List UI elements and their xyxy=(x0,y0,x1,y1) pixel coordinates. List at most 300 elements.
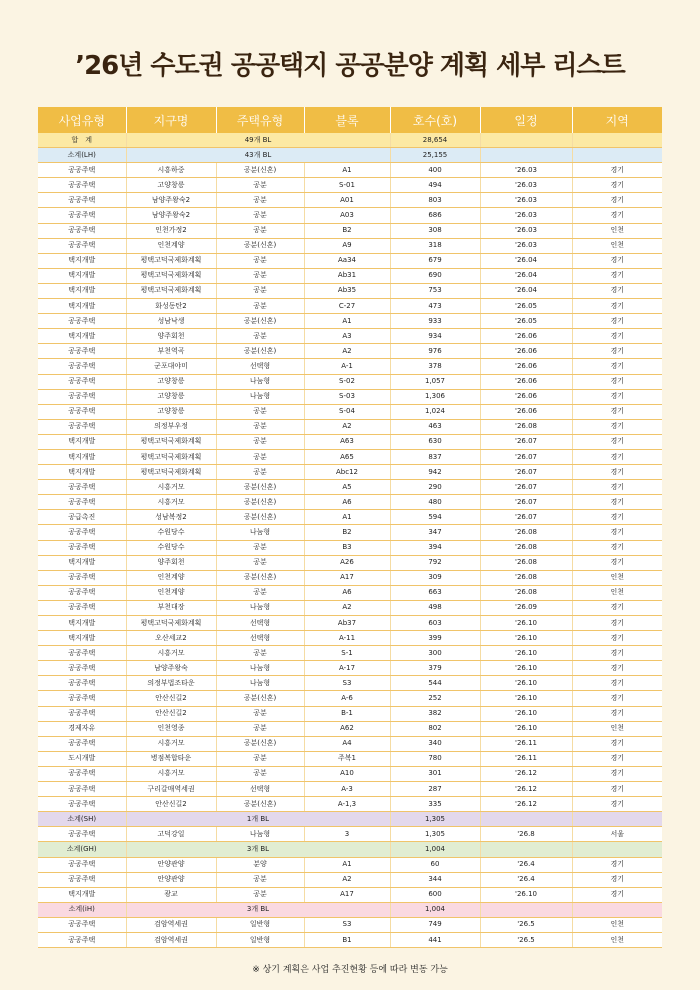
cell-business-type: 택지개발 xyxy=(38,616,126,631)
cell-district: 안양관양 xyxy=(126,857,216,872)
cell-district: 안산신길2 xyxy=(126,706,216,721)
cell-schedule: '26.5 xyxy=(480,932,572,947)
table-row xyxy=(38,208,662,223)
cell-schedule: '26.03 xyxy=(480,178,572,193)
cell-units: 1,024 xyxy=(390,404,480,419)
cell-business-type: 공공주택 xyxy=(38,495,126,510)
cell-units: 594 xyxy=(390,510,480,525)
cell-units: 252 xyxy=(390,691,480,706)
cell-units: 1,305 xyxy=(390,827,480,842)
table-row xyxy=(38,268,662,283)
summary-empty xyxy=(572,148,662,163)
cell-units: 780 xyxy=(390,751,480,766)
cell-block: S-01 xyxy=(304,178,390,193)
table-row xyxy=(38,253,662,268)
cell-housing-type: 분양 xyxy=(216,857,304,872)
summary-row-gh xyxy=(38,842,662,857)
cell-schedule: '26.08 xyxy=(480,555,572,570)
cell-units: 378 xyxy=(390,359,480,374)
cell-block: A01 xyxy=(304,193,390,208)
cell-schedule: '26.4 xyxy=(480,872,572,887)
cell-region: 경기 xyxy=(572,419,662,434)
cell-business-type: 택지개발 xyxy=(38,299,126,314)
cell-units: 686 xyxy=(390,208,480,223)
cell-district: 고양창릉 xyxy=(126,389,216,404)
table-row xyxy=(38,555,662,570)
summary-empty xyxy=(572,842,662,857)
summary-units: 1,004 xyxy=(390,842,480,857)
cell-district: 평택고덕국제화계획 xyxy=(126,268,216,283)
cell-business-type: 공공주택 xyxy=(38,917,126,932)
cell-housing-type: 공분(신혼) xyxy=(216,510,304,525)
cell-region: 경기 xyxy=(572,314,662,329)
cell-region: 경기 xyxy=(572,404,662,419)
cell-block: 주복1 xyxy=(304,751,390,766)
cell-region: 경기 xyxy=(572,631,662,646)
cell-units: 473 xyxy=(390,299,480,314)
cell-region: 경기 xyxy=(572,525,662,540)
cell-schedule: '26.03 xyxy=(480,238,572,253)
cell-block: A-11 xyxy=(304,631,390,646)
header-schedule: 일정 xyxy=(480,107,572,133)
cell-business-type: 택지개발 xyxy=(38,253,126,268)
table-row xyxy=(38,404,662,419)
cell-units: 933 xyxy=(390,314,480,329)
cell-housing-type: 공분 xyxy=(216,646,304,661)
cell-region: 경기 xyxy=(572,540,662,555)
cell-region: 인천 xyxy=(572,917,662,932)
cell-block: A-3 xyxy=(304,782,390,797)
cell-business-type: 공공주택 xyxy=(38,404,126,419)
cell-block: B1 xyxy=(304,932,390,947)
cell-block: C-27 xyxy=(304,299,390,314)
cell-housing-type: 나눔형 xyxy=(216,827,304,842)
cell-housing-type: 공분 xyxy=(216,706,304,721)
cell-schedule: '26.04 xyxy=(480,283,572,298)
cell-block: A1 xyxy=(304,510,390,525)
cell-business-type: 공공주택 xyxy=(38,525,126,540)
cell-units: 630 xyxy=(390,434,480,449)
table-row xyxy=(38,163,662,178)
summary-empty xyxy=(572,133,662,148)
table-row xyxy=(38,706,662,721)
cell-schedule: '26.11 xyxy=(480,751,572,766)
cell-business-type: 택지개발 xyxy=(38,283,126,298)
cell-schedule: '26.07 xyxy=(480,465,572,480)
table-row xyxy=(38,691,662,706)
summary-blocks: 3개 BL xyxy=(126,842,390,857)
cell-schedule: '26.03 xyxy=(480,223,572,238)
summary-blocks: 43개 BL xyxy=(126,148,390,163)
cell-business-type: 공공주택 xyxy=(38,661,126,676)
cell-region: 경기 xyxy=(572,268,662,283)
header-units: 호수(호) xyxy=(390,107,480,133)
summary-empty xyxy=(480,842,572,857)
cell-schedule: '26.05 xyxy=(480,299,572,314)
cell-block: S-02 xyxy=(304,374,390,389)
table-row xyxy=(38,223,662,238)
cell-business-type: 공공주택 xyxy=(38,766,126,781)
cell-block: A9 xyxy=(304,238,390,253)
cell-block: A-1,3 xyxy=(304,797,390,812)
cell-schedule: '26.07 xyxy=(480,480,572,495)
cell-housing-type: 공분 xyxy=(216,419,304,434)
cell-district: 시흥거모 xyxy=(126,736,216,751)
cell-block: A6 xyxy=(304,495,390,510)
cell-district: 인천계양 xyxy=(126,570,216,585)
cell-schedule: '26.06 xyxy=(480,329,572,344)
cell-housing-type: 공분 xyxy=(216,887,304,902)
table-row xyxy=(38,585,662,600)
cell-business-type: 택지개발 xyxy=(38,555,126,570)
table-row xyxy=(38,782,662,797)
cell-housing-type: 공분 xyxy=(216,178,304,193)
table-row xyxy=(38,238,662,253)
cell-housing-type: 나눔형 xyxy=(216,676,304,691)
cell-business-type: 택지개발 xyxy=(38,434,126,449)
cell-region: 경기 xyxy=(572,600,662,615)
cell-business-type: 공공주택 xyxy=(38,857,126,872)
cell-block: A3 xyxy=(304,329,390,344)
cell-district: 고양창릉 xyxy=(126,178,216,193)
header-district: 지구명 xyxy=(126,107,216,133)
cell-housing-type: 공분 xyxy=(216,223,304,238)
cell-region: 경기 xyxy=(572,691,662,706)
cell-housing-type: 선택형 xyxy=(216,616,304,631)
cell-housing-type: 나눔형 xyxy=(216,374,304,389)
cell-housing-type: 일반형 xyxy=(216,932,304,947)
cell-district: 오산세교2 xyxy=(126,631,216,646)
table-row xyxy=(38,827,662,842)
summary-blocks: 3개 BL xyxy=(126,902,390,917)
cell-schedule: '26.10 xyxy=(480,661,572,676)
cell-district: 시흥하중 xyxy=(126,163,216,178)
cell-schedule: '26.05 xyxy=(480,314,572,329)
cell-block: B2 xyxy=(304,223,390,238)
cell-housing-type: 공분 xyxy=(216,193,304,208)
cell-district: 시흥거모 xyxy=(126,480,216,495)
cell-schedule: '26.08 xyxy=(480,419,572,434)
cell-region: 인천 xyxy=(572,932,662,947)
cell-units: 690 xyxy=(390,268,480,283)
cell-schedule: '26.8 xyxy=(480,827,572,842)
cell-units: 400 xyxy=(390,163,480,178)
cell-schedule: '26.10 xyxy=(480,706,572,721)
cell-schedule: '26.10 xyxy=(480,887,572,902)
cell-schedule: '26.09 xyxy=(480,600,572,615)
cell-housing-type: 공분 xyxy=(216,404,304,419)
cell-housing-type: 공분 xyxy=(216,283,304,298)
cell-units: 301 xyxy=(390,766,480,781)
cell-housing-type: 공분 xyxy=(216,268,304,283)
cell-region: 경기 xyxy=(572,706,662,721)
cell-units: 300 xyxy=(390,646,480,661)
header-region: 지역 xyxy=(572,107,662,133)
table-row xyxy=(38,917,662,932)
cell-district: 남양주왕숙2 xyxy=(126,193,216,208)
summary-units: 1,004 xyxy=(390,902,480,917)
table-header-row xyxy=(38,107,662,133)
cell-block: A65 xyxy=(304,449,390,464)
cell-block: A26 xyxy=(304,555,390,570)
cell-district: 수원당수 xyxy=(126,525,216,540)
page-title: ’26년 수도권 공공택지 공공분양 계획 세부 리스트 xyxy=(75,51,625,81)
cell-block: A62 xyxy=(304,721,390,736)
cell-district: 수원당수 xyxy=(126,540,216,555)
cell-housing-type: 공분(신혼) xyxy=(216,163,304,178)
cell-district: 인천계양 xyxy=(126,238,216,253)
cell-block: B3 xyxy=(304,540,390,555)
cell-housing-type: 선택형 xyxy=(216,782,304,797)
cell-schedule: '26.06 xyxy=(480,389,572,404)
summary-empty xyxy=(480,148,572,163)
cell-business-type: 공공주택 xyxy=(38,706,126,721)
cell-block: A4 xyxy=(304,736,390,751)
cell-region: 경기 xyxy=(572,751,662,766)
cell-business-type: 공공주택 xyxy=(38,736,126,751)
cell-business-type: 공공주택 xyxy=(38,570,126,585)
cell-business-type: 공공주택 xyxy=(38,691,126,706)
cell-region: 경기 xyxy=(572,344,662,359)
cell-business-type: 택지개발 xyxy=(38,268,126,283)
cell-region: 경기 xyxy=(572,163,662,178)
table-row xyxy=(38,646,662,661)
cell-block: A1 xyxy=(304,314,390,329)
cell-district: 시흥거모 xyxy=(126,495,216,510)
cell-block: A-6 xyxy=(304,691,390,706)
cell-housing-type: 선택형 xyxy=(216,359,304,374)
cell-block: B2 xyxy=(304,525,390,540)
cell-district: 안산신길2 xyxy=(126,691,216,706)
table-row xyxy=(38,661,662,676)
cell-housing-type: 공분(신혼) xyxy=(216,238,304,253)
cell-schedule: '26.10 xyxy=(480,691,572,706)
table-row xyxy=(38,721,662,736)
cell-units: 382 xyxy=(390,706,480,721)
summary-label: 소계(iH) xyxy=(38,902,126,917)
cell-housing-type: 공분 xyxy=(216,299,304,314)
cell-block: A6 xyxy=(304,585,390,600)
table-row xyxy=(38,299,662,314)
cell-units: 934 xyxy=(390,329,480,344)
summary-row-lh xyxy=(38,148,662,163)
cell-district: 고양창릉 xyxy=(126,404,216,419)
cell-business-type: 공공주택 xyxy=(38,797,126,812)
summary-row-sh xyxy=(38,812,662,827)
cell-region: 경기 xyxy=(572,857,662,872)
cell-region: 인천 xyxy=(572,570,662,585)
cell-units: 494 xyxy=(390,178,480,193)
summary-blocks: 49개 BL xyxy=(126,133,390,148)
summary-label: 소계(GH) xyxy=(38,842,126,857)
cell-housing-type: 공분(신혼) xyxy=(216,314,304,329)
cell-block: A-17 xyxy=(304,661,390,676)
housing-plan-table xyxy=(38,107,662,948)
cell-housing-type: 공분 xyxy=(216,585,304,600)
cell-block: A1 xyxy=(304,163,390,178)
cell-units: 663 xyxy=(390,585,480,600)
cell-block: B-1 xyxy=(304,706,390,721)
cell-block: A1 xyxy=(304,857,390,872)
cell-district: 양주회천 xyxy=(126,555,216,570)
table-row xyxy=(38,540,662,555)
cell-block: A17 xyxy=(304,570,390,585)
summary-empty xyxy=(480,133,572,148)
cell-block: A2 xyxy=(304,419,390,434)
cell-district: 인천계양 xyxy=(126,585,216,600)
cell-units: 441 xyxy=(390,932,480,947)
cell-block: Ab35 xyxy=(304,283,390,298)
cell-region: 경기 xyxy=(572,449,662,464)
cell-business-type: 공공주택 xyxy=(38,782,126,797)
cell-region: 경기 xyxy=(572,208,662,223)
table-row xyxy=(38,631,662,646)
cell-business-type: 공공주택 xyxy=(38,676,126,691)
cell-district: 의정부법조타운 xyxy=(126,676,216,691)
cell-housing-type: 공분 xyxy=(216,540,304,555)
cell-schedule: '26.04 xyxy=(480,268,572,283)
cell-district: 군포대야미 xyxy=(126,359,216,374)
cell-housing-type: 공분 xyxy=(216,253,304,268)
cell-district: 병점복합타운 xyxy=(126,751,216,766)
cell-units: 1,057 xyxy=(390,374,480,389)
cell-housing-type: 나눔형 xyxy=(216,661,304,676)
cell-units: 379 xyxy=(390,661,480,676)
cell-business-type: 공공주택 xyxy=(38,872,126,887)
cell-housing-type: 공분 xyxy=(216,449,304,464)
cell-schedule: '26.10 xyxy=(480,616,572,631)
cell-units: 463 xyxy=(390,419,480,434)
cell-housing-type: 일반형 xyxy=(216,917,304,932)
cell-schedule: '26.04 xyxy=(480,253,572,268)
cell-schedule: '26.06 xyxy=(480,359,572,374)
cell-district: 부천대장 xyxy=(126,600,216,615)
cell-district: 화성동탄2 xyxy=(126,299,216,314)
summary-row-ih xyxy=(38,902,662,917)
cell-business-type: 도시개발 xyxy=(38,751,126,766)
cell-units: 344 xyxy=(390,872,480,887)
cell-region: 경기 xyxy=(572,555,662,570)
cell-housing-type: 공분 xyxy=(216,721,304,736)
cell-business-type: 공공주택 xyxy=(38,480,126,495)
cell-schedule: '26.06 xyxy=(480,374,572,389)
cell-schedule: '26.06 xyxy=(480,404,572,419)
cell-schedule: '26.10 xyxy=(480,646,572,661)
cell-housing-type: 선택형 xyxy=(216,631,304,646)
cell-units: 287 xyxy=(390,782,480,797)
table-row xyxy=(38,434,662,449)
cell-housing-type: 공분(신혼) xyxy=(216,480,304,495)
cell-district: 구리갈매역세권 xyxy=(126,782,216,797)
cell-units: 837 xyxy=(390,449,480,464)
summary-empty xyxy=(572,812,662,827)
cell-district: 평택고덕국제화계획 xyxy=(126,616,216,631)
cell-district: 성남복정2 xyxy=(126,510,216,525)
cell-region: 인천 xyxy=(572,238,662,253)
table-row xyxy=(38,283,662,298)
cell-block: A10 xyxy=(304,766,390,781)
cell-schedule: '26.08 xyxy=(480,525,572,540)
cell-housing-type: 나눔형 xyxy=(216,525,304,540)
cell-housing-type: 공분 xyxy=(216,329,304,344)
cell-business-type: 공공주택 xyxy=(38,932,126,947)
cell-schedule: '26.03 xyxy=(480,208,572,223)
cell-schedule: '26.08 xyxy=(480,540,572,555)
cell-schedule: '26.08 xyxy=(480,570,572,585)
cell-region: 경기 xyxy=(572,872,662,887)
cell-business-type: 공공주택 xyxy=(38,359,126,374)
cell-region: 경기 xyxy=(572,782,662,797)
table-row xyxy=(38,193,662,208)
cell-business-type: 공공주택 xyxy=(38,344,126,359)
cell-region: 인천 xyxy=(572,223,662,238)
summary-units: 1,305 xyxy=(390,812,480,827)
table-row xyxy=(38,314,662,329)
cell-district: 부천역곡 xyxy=(126,344,216,359)
cell-business-type: 공공주택 xyxy=(38,208,126,223)
cell-housing-type: 공분(신혼) xyxy=(216,495,304,510)
cell-schedule: '26.12 xyxy=(480,766,572,781)
cell-block: A2 xyxy=(304,872,390,887)
cell-housing-type: 공분(신혼) xyxy=(216,691,304,706)
cell-units: 498 xyxy=(390,600,480,615)
cell-units: 803 xyxy=(390,193,480,208)
cell-units: 309 xyxy=(390,570,480,585)
cell-units: 308 xyxy=(390,223,480,238)
cell-housing-type: 나눔형 xyxy=(216,600,304,615)
cell-units: 792 xyxy=(390,555,480,570)
cell-units: 340 xyxy=(390,736,480,751)
cell-district: 광교 xyxy=(126,887,216,902)
table-row xyxy=(38,178,662,193)
cell-business-type: 택지개발 xyxy=(38,329,126,344)
cell-units: 749 xyxy=(390,917,480,932)
cell-block: A2 xyxy=(304,344,390,359)
cell-business-type: 공공주택 xyxy=(38,374,126,389)
cell-block: A-1 xyxy=(304,359,390,374)
cell-business-type: 공공주택 xyxy=(38,419,126,434)
header-business-type: 사업유형 xyxy=(38,107,126,133)
cell-district: 평택고덕국제화계획 xyxy=(126,449,216,464)
cell-schedule: '26.07 xyxy=(480,449,572,464)
cell-block: A17 xyxy=(304,887,390,902)
cell-district: 남양주왕숙2 xyxy=(126,208,216,223)
table-row xyxy=(38,389,662,404)
table-row xyxy=(38,344,662,359)
table-row xyxy=(38,676,662,691)
cell-units: 480 xyxy=(390,495,480,510)
summary-units: 28,654 xyxy=(390,133,480,148)
cell-units: 600 xyxy=(390,887,480,902)
cell-region: 경기 xyxy=(572,616,662,631)
cell-business-type: 공공주택 xyxy=(38,178,126,193)
table-row xyxy=(38,616,662,631)
cell-block: 3 xyxy=(304,827,390,842)
cell-housing-type: 공분(신혼) xyxy=(216,570,304,585)
cell-schedule: '26.12 xyxy=(480,782,572,797)
cell-district: 의정부우정 xyxy=(126,419,216,434)
table-row xyxy=(38,766,662,781)
cell-district: 안산신길2 xyxy=(126,797,216,812)
table-row xyxy=(38,797,662,812)
cell-region: 경기 xyxy=(572,253,662,268)
cell-block: A63 xyxy=(304,434,390,449)
table-row xyxy=(38,887,662,902)
cell-housing-type: 공분(신혼) xyxy=(216,344,304,359)
cell-block: Aa34 xyxy=(304,253,390,268)
summary-row-total xyxy=(38,133,662,148)
cell-region: 경기 xyxy=(572,465,662,480)
